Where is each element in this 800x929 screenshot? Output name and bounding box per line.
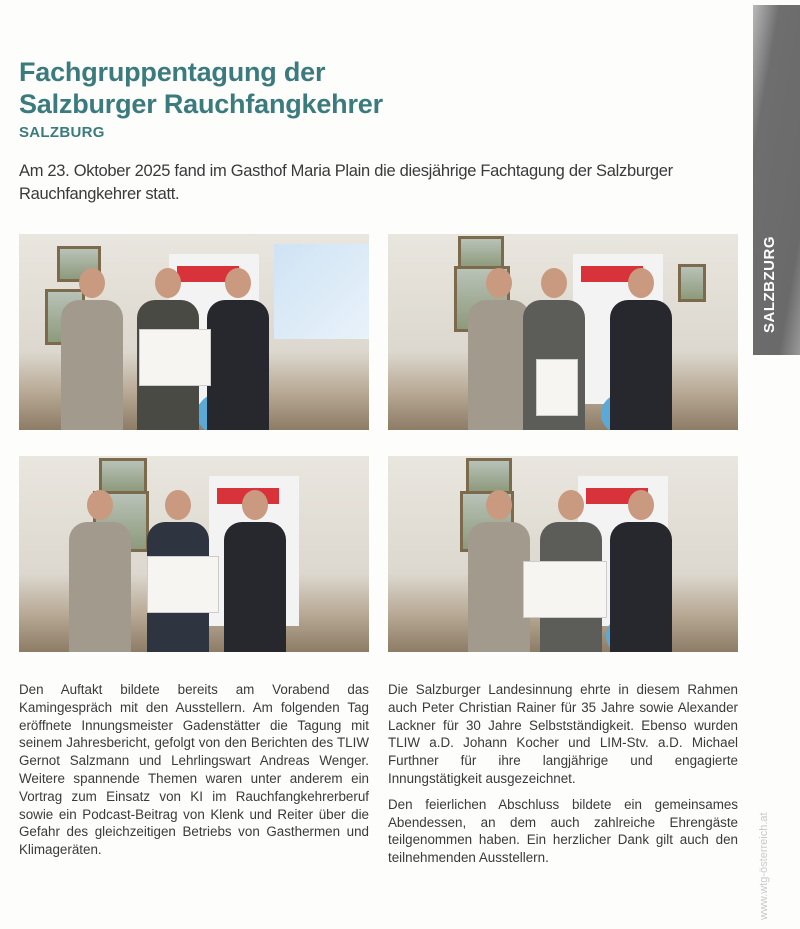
- region-label: SALZBURG: [19, 124, 105, 141]
- article-title: [19, 56, 383, 120]
- section-tab: [753, 5, 800, 355]
- footer-url: www.wtg-österreich.at: [758, 812, 770, 920]
- section-tab-label: SALZBZURG: [761, 236, 778, 333]
- paragraph: Den Auftakt bildete bereits am Vorabend das Kamingespräch mit den Ausstellern. Am folgenden Tag eröffnete Innungsmeister Gadenstätter die Tagung mit seinem Jahresbericht, gefolgt von den Berichten des TLIW Gernot Salzmann und Lehrlingswart Andreas Wenger. Weitere spannende Themen waren unter anderem ein Vortrag zum Einsatz von KI im Rauchfangkehrerberuf sowie ein Podcast-Beitrag von Klenk und Reiter über die Gefahr des gleichzeitigen Betriebs von Gasthermen und Klimageräten.: [19, 682, 369, 858]
- photo-award-ceremony-1: [19, 234, 369, 430]
- photo-award-ceremony-2: [388, 234, 738, 430]
- photo-award-ceremony-4: [388, 456, 738, 652]
- article-intro: Am 23. Oktober 2025 fand im Gasthof Maria Plain die diesjährige Fachtagung der Salzburger Rauchfangkehrer statt.: [19, 162, 673, 203]
- paragraph: Den feierlichen Abschluss bildete ein gemeinsames Abendessen, an dem auch zahlreiche Ehrengäste teilgenommen haben. Ein herzlicher Dank gilt auch den teilnehmenden Ausstellern.: [388, 796, 738, 866]
- paragraph: Die Salzburger Landesinnung ehrte in diesem Rahmen auch Peter Christian Rainer für 35 Jahre sowie Alexander Lackner für 30 Jahre Selbstständigkeit. Ebenso wurden TLIW a.D. Johann Kocher und LIM-Stv. a.D. Michael Furthner für ihre langjährige und engagierte Innungstätigkeit ausgezeichnet.: [388, 682, 738, 786]
- article-column-1: [19, 681, 369, 867]
- photo-award-ceremony-3: [19, 456, 369, 652]
- title-line-1: Fachgruppentagung der: [19, 57, 326, 87]
- title-line-2: Salzburger Rauchfangkehrer: [19, 89, 383, 119]
- article-column-2: [388, 681, 738, 875]
